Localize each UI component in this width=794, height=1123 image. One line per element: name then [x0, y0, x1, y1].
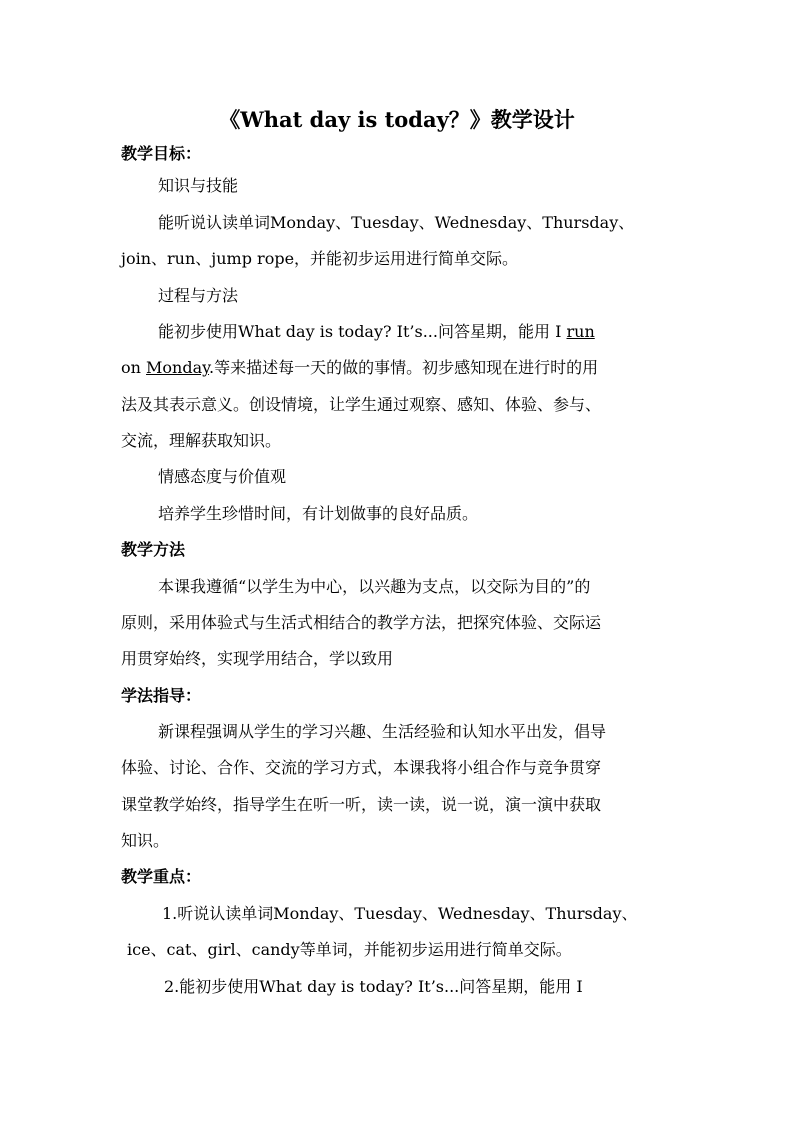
process-line-3: 法及其表示意义。创设情境，让学生通过观察、感知、体验、参与、 — [121, 395, 602, 414]
attitude-label: 情感态度与价值观 — [158, 467, 287, 486]
process-line-4: 交流，理解获取知识。 — [121, 431, 282, 450]
methods-heading: 教学方法 — [121, 540, 186, 559]
document-title: 《What day is today？》教学设计 — [219, 107, 575, 132]
underlined-run: run — [566, 322, 595, 341]
methods-line-1: 本课我遵循“以学生为中心，以兴趣为支点，以交际为目的”的 — [158, 577, 591, 596]
process-line-2-prefix: on — [121, 358, 147, 377]
process-line-1 — [158, 321, 595, 343]
process-line-1-text: 能初步使用What day is today? It’s...问答星期，能用 I — [158, 322, 567, 341]
guidance-heading: 学法指导： — [121, 686, 202, 705]
attitude-line-1: 培养学生珍惜时间，有计划做事的良好品质。 — [158, 504, 479, 523]
guidance-line-1: 新课程强调从学生的学习兴趣、生活经验和认知水平出发，倡导 — [158, 722, 607, 741]
knowledge-line-1: 能听说认读单词Monday、Tuesday、Wednesday、Thursday、 — [158, 213, 635, 232]
underlined-monday: Monday — [146, 358, 210, 377]
methods-line-3: 用贯穿始终，实现学用结合，学以致用 — [121, 649, 394, 668]
key-point-2-line-1: 2.能初步使用What day is today? It’s...问答星期，能用 I — [164, 977, 583, 996]
knowledge-line-2: join、run、jump rope，并能初步运用进行简单交际。 — [121, 249, 519, 268]
process-line-2-text: .等来描述每一天的做的事情。初步感知现在进行时的用 — [209, 358, 599, 377]
key-point-1-line-1: 1.听说认读单词Monday、Tuesday、Wednesday、Thursday、 — [162, 904, 638, 923]
key-points-heading: 教学重点： — [121, 867, 202, 886]
goals-heading: 教学目标： — [121, 144, 202, 163]
key-point-1-line-2: ice、cat、girl、candy等单词，并能初步运用进行简单交际。 — [127, 940, 572, 959]
guidance-line-2: 体验、讨论、合作、交流的学习方式，本课我将小组合作与竞争贯穿 — [121, 758, 602, 777]
knowledge-label: 知识与技能 — [158, 176, 239, 195]
methods-line-2: 原则，采用体验式与生活式相结合的教学方法，把探究体验、交际运 — [121, 613, 602, 632]
process-line-2 — [121, 357, 598, 379]
guidance-line-3: 课堂教学始终，指导学生在听一听，读一读，说一说，演一演中获取 — [121, 795, 602, 814]
guidance-line-4: 知识。 — [121, 831, 170, 850]
process-label: 过程与方法 — [158, 286, 239, 305]
